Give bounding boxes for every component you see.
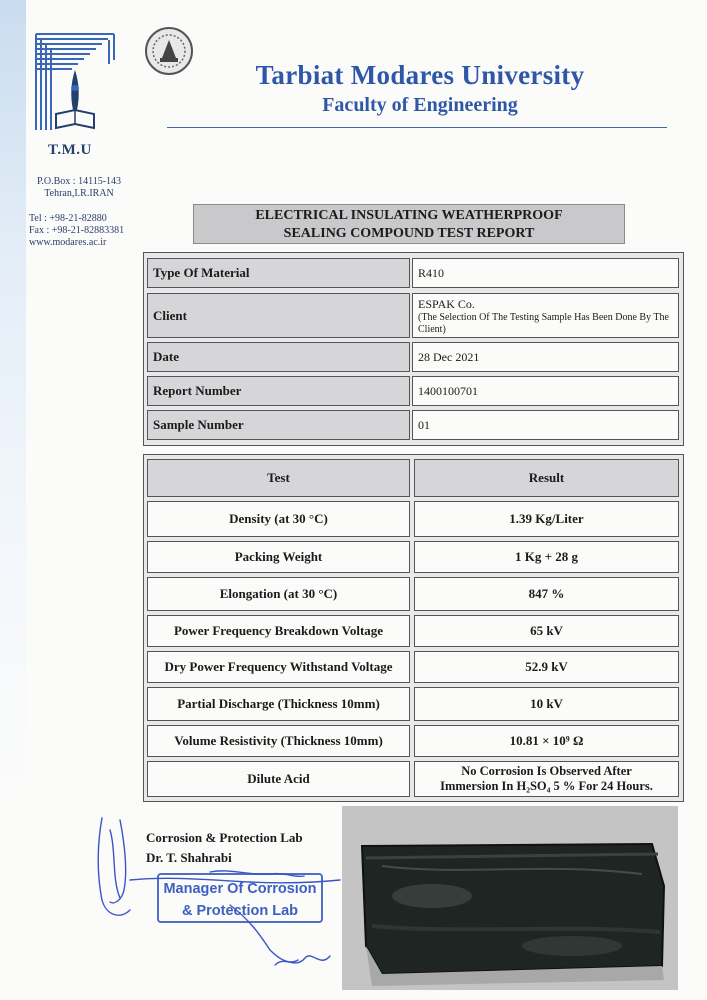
info-label-sample-number: Sample Number <box>147 410 410 440</box>
test-result: 10 kV <box>414 687 679 721</box>
test-result: 1.39 Kg/Liter <box>414 501 679 537</box>
lab-person: Dr. T. Shahrabi <box>146 850 232 865</box>
test-name: Dilute Acid <box>147 761 410 797</box>
report-title <box>193 204 625 244</box>
contact-info <box>29 213 124 249</box>
side-gradient-strip <box>0 0 26 1000</box>
test-name: Power Frequency Breakdown Voltage <box>147 615 410 647</box>
results-header-test: Test <box>147 459 410 497</box>
university-logo <box>30 30 118 142</box>
stamp-line1: Manager Of Corrosion <box>163 881 317 897</box>
po-box: P.O.Box : 14115-143 <box>36 176 122 187</box>
fax: Fax : +98-21-82883381 <box>29 225 125 236</box>
test-result: 52.9 kV <box>414 651 679 683</box>
test-name: Elongation (at 30 °C) <box>147 577 410 611</box>
address <box>29 176 129 200</box>
test-name: Dry Power Frequency Withstand Voltage <box>147 651 410 683</box>
logo-label: T.M.U <box>48 142 92 158</box>
info-value-report-number: 1400100701 <box>412 376 679 406</box>
acid-result-line2: Immersion In H₂SO₄ 5 % For 24 Hours. <box>440 779 653 793</box>
info-value-date: 28 Dec 2021 <box>412 342 679 372</box>
test-name: Density (at 30 °C) <box>147 501 410 537</box>
city: Tehran,I.R.IRAN <box>44 188 114 199</box>
info-value-material: R410 <box>412 258 679 288</box>
sample-photo <box>342 806 678 990</box>
test-result: 65 kV <box>414 615 679 647</box>
info-label-material: Type Of Material <box>147 258 410 288</box>
test-result: 1 Kg + 28 g <box>414 541 679 573</box>
test-name: Volume Resistivity (Thickness 10mm) <box>147 725 410 757</box>
client-name: ESPAK Co. <box>418 297 475 311</box>
info-label-date: Date <box>147 342 410 372</box>
test-result: 10.81 × 10⁹ Ω <box>414 725 679 757</box>
lab-name: Corrosion & Protection Lab <box>146 830 303 845</box>
university-name: Tarbiat Modares University <box>255 60 585 90</box>
website: www.modares.ac.ir <box>29 237 107 248</box>
test-result <box>414 761 679 797</box>
report-title-line2: SEALING COMPOUND TEST REPORT <box>283 226 535 241</box>
info-value-client <box>412 293 679 338</box>
test-name: Packing Weight <box>147 541 410 573</box>
info-label-report-number: Report Number <box>147 376 410 406</box>
report-title-line1: ELECTRICAL INSULATING WEATHERPROOF <box>255 208 563 223</box>
header-divider <box>167 127 667 128</box>
faculty-name: Faculty of Engineering <box>322 94 518 116</box>
info-label-client: Client <box>147 293 410 338</box>
test-name: Partial Discharge (Thickness 10mm) <box>147 687 410 721</box>
client-note: (The Selection Of The Testing Sample Has Been Done By The Client) <box>418 312 669 335</box>
acid-result-line1: No Corrosion Is Observed After <box>461 764 632 778</box>
results-header-result: Result <box>414 459 679 497</box>
tel: Tel : +98-21-82880 <box>29 213 107 224</box>
stamp-line2: & Protection Lab <box>181 903 298 919</box>
info-value-sample-number: 01 <box>412 410 679 440</box>
test-result: 847 % <box>414 577 679 611</box>
